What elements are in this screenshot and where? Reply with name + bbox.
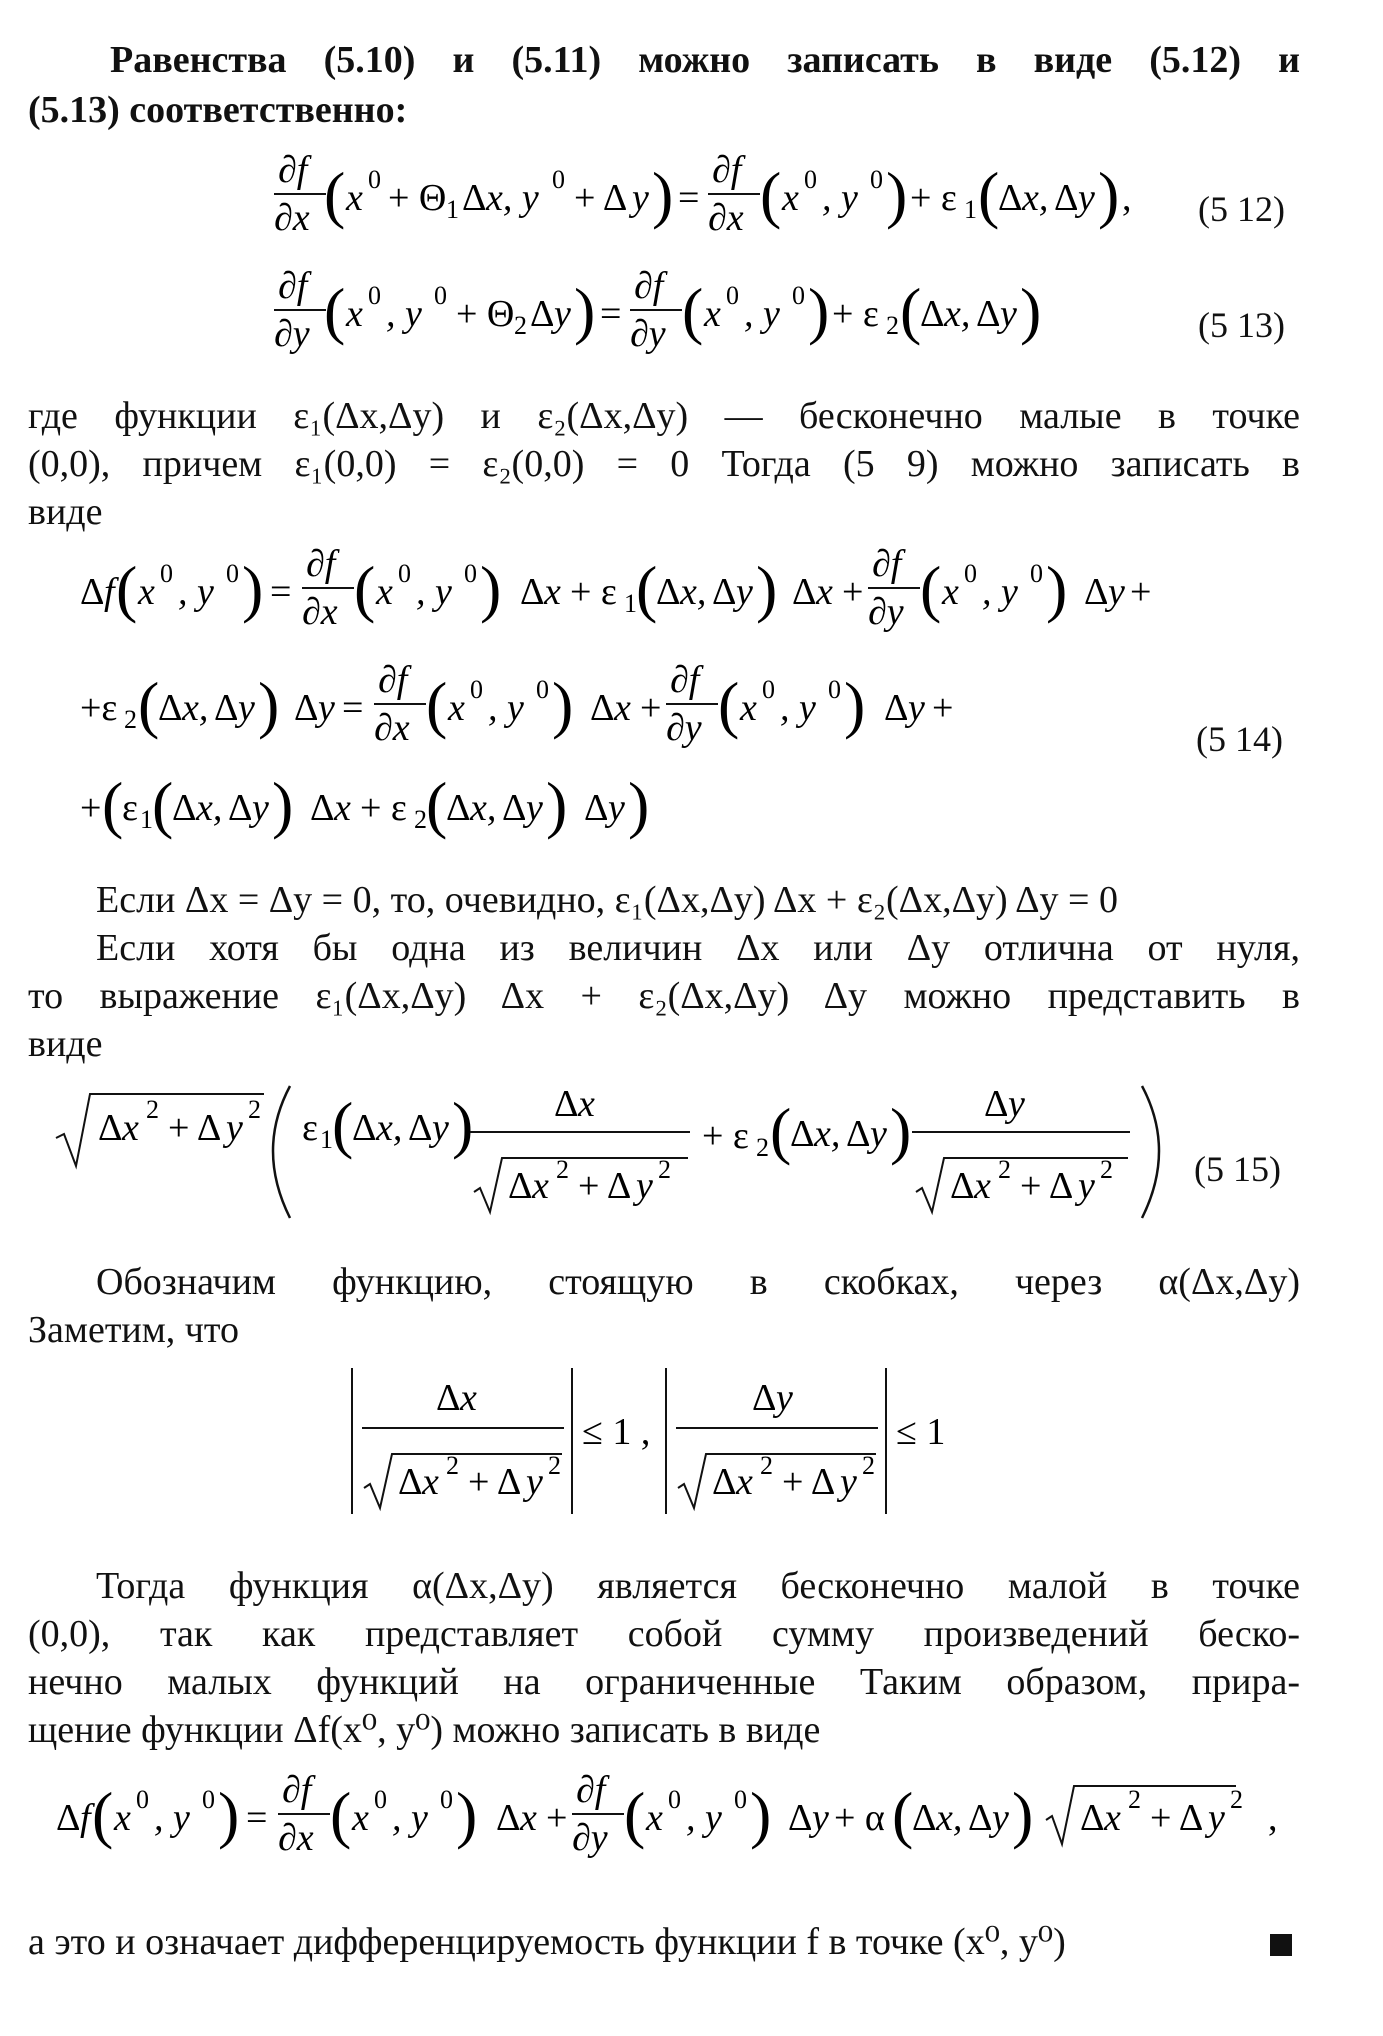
svg-text:(: ( xyxy=(920,553,942,624)
svg-text:+: + xyxy=(80,787,102,829)
svg-text:Δ: Δ xyxy=(1054,177,1079,219)
svg-text:+ ε: + ε xyxy=(910,177,957,219)
paragraph-4-line-1: Если хотя бы одна из величин Δx или Δy отлична от нуля, xyxy=(96,927,1300,969)
svg-text:): ) xyxy=(456,1779,478,1850)
svg-text:0: 0 xyxy=(440,1785,453,1814)
svg-text:2: 2 xyxy=(1230,1785,1243,1814)
svg-text:, y: , y xyxy=(488,687,524,729)
svg-text:2: 2 xyxy=(756,1133,769,1162)
paragraph-6-line-3: нечно малых функций на ограниченные Таким образом, прира- xyxy=(28,1661,1300,1703)
svg-text:+ ε: + ε xyxy=(832,293,879,335)
svg-text:(: ( xyxy=(116,553,138,624)
svg-text:0: 0 xyxy=(368,165,381,194)
svg-text:(: ( xyxy=(426,669,448,740)
svg-text:0: 0 xyxy=(792,281,805,310)
svg-text:): ) xyxy=(218,1779,240,1850)
svg-text:y: y xyxy=(1078,1165,1095,1207)
svg-text:+ε: +ε xyxy=(80,687,118,729)
svg-text:Δ: Δ xyxy=(520,571,545,613)
svg-text:Δ: Δ xyxy=(984,1083,1009,1125)
svg-text:x, y: x, y xyxy=(486,177,539,219)
svg-text:x: x xyxy=(782,177,799,219)
svg-text:x: x xyxy=(138,571,155,613)
svg-text:): ) xyxy=(242,553,264,624)
svg-text:2: 2 xyxy=(248,1095,261,1124)
svg-text:=: = xyxy=(270,571,292,613)
svg-text:Δ: Δ xyxy=(436,1377,461,1419)
svg-text:x: x xyxy=(114,1797,131,1839)
svg-text:∂y: ∂y xyxy=(630,313,666,355)
equation-number-5-13: (5 13) xyxy=(1198,305,1285,345)
svg-text:0: 0 xyxy=(552,165,565,194)
equation-number-5-12: (5 12) xyxy=(1198,189,1285,229)
svg-text:x: x xyxy=(448,687,465,729)
svg-text:0: 0 xyxy=(464,559,477,588)
svg-text:Δ: Δ xyxy=(792,571,817,613)
svg-text:): ) xyxy=(546,769,568,840)
svg-text:∂f: ∂f xyxy=(378,659,408,701)
svg-text:=: = xyxy=(246,1797,268,1839)
paragraph-1-line-2: (5.13) соответственно: xyxy=(28,89,408,131)
svg-text:, y: , y xyxy=(386,293,422,335)
svg-text:∂y: ∂y xyxy=(572,1817,608,1859)
svg-text:Δ: Δ xyxy=(846,1113,871,1155)
svg-text:Δ: Δ xyxy=(884,687,909,729)
svg-text:Δ: Δ xyxy=(920,293,945,335)
svg-text:Δ: Δ xyxy=(214,687,239,729)
svg-text:(: ( xyxy=(682,275,704,346)
svg-text:Δ: Δ xyxy=(172,787,197,829)
svg-text:): ) xyxy=(886,159,908,230)
svg-text:y: y xyxy=(526,1461,543,1503)
svg-text:0: 0 xyxy=(804,165,817,194)
svg-text:): ) xyxy=(756,553,778,624)
svg-text:, y: , y xyxy=(744,293,780,335)
paragraph-6-line-2: (0,0), так как представляет собой сумму произведений беско- xyxy=(28,1613,1300,1655)
svg-text:0: 0 xyxy=(734,1785,747,1814)
svg-text:(: ( xyxy=(978,159,1000,230)
svg-text:x: x xyxy=(520,1797,537,1839)
svg-text:Δ: Δ xyxy=(98,1107,123,1149)
svg-text:x: x xyxy=(352,1797,369,1839)
svg-text:,: , xyxy=(1268,1797,1278,1839)
svg-text:y: y xyxy=(812,1797,829,1839)
svg-text:Δ: Δ xyxy=(712,1461,737,1503)
qed-square-icon xyxy=(1270,1934,1292,1956)
svg-text:x: x xyxy=(1104,1797,1121,1839)
svg-text:Δ: Δ xyxy=(1080,1797,1105,1839)
svg-text:(: ( xyxy=(892,1779,914,1850)
svg-text:Δ: Δ xyxy=(158,687,183,729)
svg-text:, y: , y xyxy=(982,571,1018,613)
svg-text:x,: x, xyxy=(470,787,497,829)
svg-text:,: , xyxy=(1122,177,1132,219)
svg-text:y: y xyxy=(1008,1083,1025,1125)
svg-text:Δ: Δ xyxy=(752,1377,777,1419)
svg-text:y: y xyxy=(1108,571,1125,613)
svg-text:): ) xyxy=(808,275,830,346)
svg-text:Δ: Δ xyxy=(976,293,1001,335)
svg-text:x,: x, xyxy=(376,1107,403,1149)
svg-text:Δ: Δ xyxy=(590,687,615,729)
svg-text:(: ( xyxy=(92,1779,114,1850)
svg-text:Δ: Δ xyxy=(790,1113,815,1155)
svg-text:2: 2 xyxy=(1128,1785,1141,1814)
svg-text:): ) xyxy=(844,669,866,740)
svg-text:∂y: ∂y xyxy=(868,591,904,633)
svg-text:f: f xyxy=(104,571,115,613)
svg-text:0: 0 xyxy=(374,1785,387,1814)
svg-text:y: y xyxy=(632,177,649,219)
equation-number-5-14: (5 14) xyxy=(1196,719,1283,759)
svg-text:x: x xyxy=(346,177,363,219)
svg-text:∂f: ∂f xyxy=(306,543,336,585)
svg-text:): ) xyxy=(1098,159,1120,230)
equation-5-15 xyxy=(50,1080,1150,1230)
svg-text:Δ: Δ xyxy=(656,571,681,613)
paragraph-6-line-4: щение функции Δf(x⁰, y⁰) можно записать в виде xyxy=(28,1709,821,1751)
svg-text:Δ: Δ xyxy=(950,1165,975,1207)
svg-text:Δ: Δ xyxy=(788,1797,813,1839)
svg-text:): ) xyxy=(574,275,596,346)
svg-text:0: 0 xyxy=(668,1785,681,1814)
equation-5-12 xyxy=(270,149,1132,240)
svg-text:∂f: ∂f xyxy=(634,265,664,307)
svg-text:ε: ε xyxy=(122,787,138,829)
svg-text:Δ: Δ xyxy=(554,1083,579,1125)
svg-text:y: y xyxy=(736,571,753,613)
svg-text:∂x: ∂x xyxy=(278,1817,314,1859)
svg-text:2: 2 xyxy=(886,311,899,340)
svg-text:∂x: ∂x xyxy=(708,197,744,239)
svg-text:y: y xyxy=(554,293,571,335)
svg-text:2: 2 xyxy=(760,1451,773,1480)
svg-text:2: 2 xyxy=(548,1451,561,1480)
svg-text:(: ( xyxy=(770,1095,792,1166)
svg-text:(: ( xyxy=(330,1779,352,1850)
svg-text:x: x xyxy=(422,1461,439,1503)
svg-text:x: x xyxy=(816,571,833,613)
svg-text:x: x xyxy=(532,1165,549,1207)
svg-text:+ Δ: + Δ xyxy=(578,1165,632,1207)
paragraph-2-line-1: где функции ε₁(Δx,Δy) и ε₂(Δx,Δy) — бесконечно малые в точке xyxy=(28,395,1300,437)
equation-number-5-15: (5 15) xyxy=(1194,1149,1281,1189)
svg-text:0: 0 xyxy=(828,675,841,704)
svg-text:y: y xyxy=(870,1113,887,1155)
svg-text:∂x: ∂x xyxy=(302,591,338,633)
svg-text:0: 0 xyxy=(536,675,549,704)
svg-text:y: y xyxy=(636,1165,653,1207)
svg-text:+ ε: + ε xyxy=(702,1115,749,1157)
svg-text:0: 0 xyxy=(726,281,739,310)
svg-text:, y: , y xyxy=(178,571,214,613)
svg-text:(: ( xyxy=(138,669,160,740)
svg-text:(: ( xyxy=(718,669,740,740)
svg-text:∂x: ∂x xyxy=(274,197,310,239)
svg-text:x: x xyxy=(614,687,631,729)
paragraph-3: Если Δx = Δy = 0, то, очевидно, ε₁(Δx,Δy) Δx + ε₂(Δx,Δy) Δy = 0 xyxy=(96,879,1118,921)
svg-text:y: y xyxy=(1000,293,1017,335)
svg-text:1: 1 xyxy=(446,195,459,224)
svg-text:y: y xyxy=(1208,1797,1225,1839)
paragraph-4-line-2: то выражение ε₁(Δx,Δy) Δx + ε₂(Δx,Δy) Δy можно представить в xyxy=(28,975,1300,1017)
svg-text:x,: x, xyxy=(196,787,223,829)
svg-text:, y: , y xyxy=(780,687,816,729)
svg-text:): ) xyxy=(1046,553,1068,624)
svg-text:y: y xyxy=(526,787,543,829)
svg-text:): ) xyxy=(750,1779,772,1850)
svg-text:(: ( xyxy=(624,1779,646,1850)
svg-text:): ) xyxy=(452,1089,474,1160)
svg-text:+ ε: + ε xyxy=(570,571,617,613)
svg-text:y: y xyxy=(226,1107,243,1149)
svg-text:(: ( xyxy=(152,769,174,840)
svg-text:2: 2 xyxy=(446,1451,459,1480)
svg-text:2: 2 xyxy=(556,1155,569,1184)
paragraph-6-line-1: Тогда функция α(Δx,Δy) является бесконечно малой в точке xyxy=(96,1565,1300,1607)
svg-text:): ) xyxy=(258,669,280,740)
svg-text:Δ: Δ xyxy=(398,1461,423,1503)
equation-5-12-text xyxy=(0,0,1,1)
svg-text:2: 2 xyxy=(414,805,427,834)
svg-text:x: x xyxy=(122,1107,139,1149)
svg-text:0: 0 xyxy=(226,559,239,588)
svg-text:(: ( xyxy=(426,769,448,840)
svg-text:+ Δ: + Δ xyxy=(468,1461,522,1503)
svg-text:x,: x, xyxy=(1022,177,1049,219)
svg-text:Δ: Δ xyxy=(998,177,1023,219)
svg-text:): ) xyxy=(652,159,674,230)
svg-text:+ α: + α xyxy=(834,1797,885,1839)
svg-text:x,: x, xyxy=(182,687,209,729)
svg-text:(: ( xyxy=(354,553,376,624)
svg-text:Δ: Δ xyxy=(352,1107,377,1149)
svg-text:2: 2 xyxy=(998,1155,1011,1184)
svg-text:+: + xyxy=(1130,571,1152,613)
svg-text:+ Δ: + Δ xyxy=(574,177,628,219)
svg-text:0: 0 xyxy=(1030,559,1043,588)
svg-text:): ) xyxy=(480,553,502,624)
svg-text:≤ 1 ,: ≤ 1 , xyxy=(582,1411,651,1453)
svg-text:x: x xyxy=(740,687,757,729)
svg-text:+ Δ: + Δ xyxy=(1150,1797,1204,1839)
paragraph-5-line-1: Обозначим функцию, стоящую в скобках, через α(Δx,Δy) xyxy=(96,1261,1300,1303)
svg-text:y: y xyxy=(776,1377,793,1419)
svg-text:): ) xyxy=(890,1095,912,1166)
svg-text:x: x xyxy=(346,293,363,335)
svg-text:≤ 1: ≤ 1 xyxy=(896,1411,946,1453)
svg-text:+ Δ: + Δ xyxy=(1020,1165,1074,1207)
svg-text:(: ( xyxy=(636,553,658,624)
svg-text:Δ: Δ xyxy=(912,1797,937,1839)
svg-text:∂f: ∂f xyxy=(670,659,700,701)
svg-text:∂f: ∂f xyxy=(278,149,308,191)
svg-text:0: 0 xyxy=(136,1785,149,1814)
svg-text:0: 0 xyxy=(368,281,381,310)
svg-text:, y: , y xyxy=(392,1797,428,1839)
svg-text:, y: , y xyxy=(686,1797,722,1839)
svg-text:0: 0 xyxy=(160,559,173,588)
svg-text:y: y xyxy=(1078,177,1095,219)
svg-text:+: + xyxy=(546,1797,568,1839)
svg-text:): ) xyxy=(1012,1779,1034,1850)
svg-text:2: 2 xyxy=(658,1155,671,1184)
svg-text:Δ: Δ xyxy=(496,1797,521,1839)
inequality-bounds xyxy=(340,1364,960,1524)
svg-text:, y: , y xyxy=(416,571,452,613)
svg-text:x: x xyxy=(736,1461,753,1503)
svg-text:Δ: Δ xyxy=(502,787,527,829)
svg-text:2: 2 xyxy=(862,1451,875,1480)
svg-text:x,: x, xyxy=(944,293,971,335)
svg-text:x: x xyxy=(334,787,351,829)
svg-text:Δ: Δ xyxy=(408,1107,433,1149)
svg-text:Δ: Δ xyxy=(584,787,609,829)
svg-text:∂f: ∂f xyxy=(278,265,308,307)
svg-text:0: 0 xyxy=(470,675,483,704)
svg-text:0: 0 xyxy=(202,1785,215,1814)
svg-text:, y: , y xyxy=(154,1797,190,1839)
svg-text:, y: , y xyxy=(822,177,858,219)
svg-text:Δ: Δ xyxy=(968,1797,993,1839)
paragraph-5-line-2: Заметим, что xyxy=(28,1309,240,1351)
equation-5-13 xyxy=(270,266,1060,356)
svg-text:=: = xyxy=(600,293,622,335)
svg-text:(: ( xyxy=(102,769,124,840)
svg-text:x,: x, xyxy=(936,1797,963,1839)
svg-text:+: + xyxy=(932,687,954,729)
svg-text:(: ( xyxy=(324,275,346,346)
svg-text:x,: x, xyxy=(680,571,707,613)
svg-text:2: 2 xyxy=(514,311,527,340)
svg-text:x: x xyxy=(460,1377,477,1419)
svg-text:x,: x, xyxy=(814,1113,841,1155)
equation-5-14 xyxy=(80,544,1180,844)
svg-text:1: 1 xyxy=(624,589,637,618)
svg-text:Δ: Δ xyxy=(508,1165,533,1207)
svg-text:∂f: ∂f xyxy=(872,543,902,585)
svg-text:1: 1 xyxy=(320,1125,333,1154)
svg-text:x: x xyxy=(544,571,561,613)
svg-text:∂f: ∂f xyxy=(712,149,742,191)
svg-text:0: 0 xyxy=(762,675,775,704)
svg-text:∂x: ∂x xyxy=(374,707,410,749)
svg-text:=: = xyxy=(678,177,700,219)
svg-text:y: y xyxy=(908,687,925,729)
svg-text:0: 0 xyxy=(434,281,447,310)
svg-text:+ Δ: + Δ xyxy=(782,1461,836,1503)
svg-text:2: 2 xyxy=(124,705,137,734)
svg-text:x: x xyxy=(376,571,393,613)
equation-final xyxy=(56,1770,1296,1870)
paragraph-4-line-3: виде xyxy=(28,1023,103,1065)
svg-text:1: 1 xyxy=(964,195,977,224)
paragraph-1-line-1: Равенства (5.10) и (5.11) можно записать в виде (5.12) и xyxy=(110,39,1300,81)
svg-text:∂f: ∂f xyxy=(282,1769,312,1811)
svg-text:(: ( xyxy=(900,275,922,346)
svg-text:∂y: ∂y xyxy=(274,313,310,355)
svg-text:0: 0 xyxy=(398,559,411,588)
svg-text:0: 0 xyxy=(964,559,977,588)
svg-text:Δ: Δ xyxy=(530,293,555,335)
svg-text:+ Θ: + Θ xyxy=(456,293,515,335)
svg-text:Δ: Δ xyxy=(712,571,737,613)
svg-text:y: y xyxy=(992,1797,1009,1839)
svg-text:1: 1 xyxy=(140,805,153,834)
paragraph-2-line-3: виде xyxy=(28,491,103,533)
svg-text:∂f: ∂f xyxy=(576,1769,606,1811)
svg-text:(: ( xyxy=(332,1089,354,1160)
svg-text:2: 2 xyxy=(146,1095,159,1124)
svg-text:y: y xyxy=(432,1107,449,1149)
svg-text:y: y xyxy=(238,687,255,729)
svg-text:Δ: Δ xyxy=(56,1797,81,1839)
svg-text:x: x xyxy=(578,1083,595,1125)
svg-text:y: y xyxy=(318,687,335,729)
svg-text:(: ( xyxy=(324,159,346,230)
svg-text:=: = xyxy=(342,687,364,729)
svg-text:f: f xyxy=(80,1797,91,1839)
svg-text:+: + xyxy=(640,687,662,729)
svg-text:Δ: Δ xyxy=(310,787,335,829)
svg-text:x: x xyxy=(974,1165,991,1207)
svg-text:Δ: Δ xyxy=(80,571,105,613)
paragraph-7: а это и означает дифференцируемость функции f в точке (x⁰, y⁰) xyxy=(28,1921,1066,1963)
svg-text:x: x xyxy=(704,293,721,335)
svg-text:Δ: Δ xyxy=(228,787,253,829)
svg-text:): ) xyxy=(628,769,650,840)
svg-text:): ) xyxy=(552,669,574,740)
svg-text:y: y xyxy=(608,787,625,829)
svg-text:0: 0 xyxy=(870,165,883,194)
svg-text:+ Θ: + Θ xyxy=(388,177,447,219)
svg-text:+ Δ: + Δ xyxy=(168,1107,222,1149)
svg-text:Δ: Δ xyxy=(294,687,319,729)
svg-text:y: y xyxy=(840,1461,857,1503)
svg-text:Δ: Δ xyxy=(1084,571,1109,613)
svg-text:2: 2 xyxy=(1100,1155,1113,1184)
svg-text:): ) xyxy=(272,769,294,840)
svg-text:y: y xyxy=(252,787,269,829)
svg-text:+ ε: + ε xyxy=(360,787,407,829)
svg-text:ε: ε xyxy=(302,1107,318,1149)
svg-text:): ) xyxy=(1020,275,1042,346)
svg-text:(: ( xyxy=(760,159,782,230)
svg-text:Δ: Δ xyxy=(462,177,487,219)
svg-text:Δ: Δ xyxy=(446,787,471,829)
svg-text:x: x xyxy=(942,571,959,613)
svg-text:x: x xyxy=(646,1797,663,1839)
svg-text:∂y: ∂y xyxy=(666,707,702,749)
paragraph-2-line-2: (0,0), причем ε₁(0,0) = ε₂(0,0) = 0 Тогда (5 9) можно записать в xyxy=(28,443,1300,485)
svg-text:+: + xyxy=(842,571,864,613)
